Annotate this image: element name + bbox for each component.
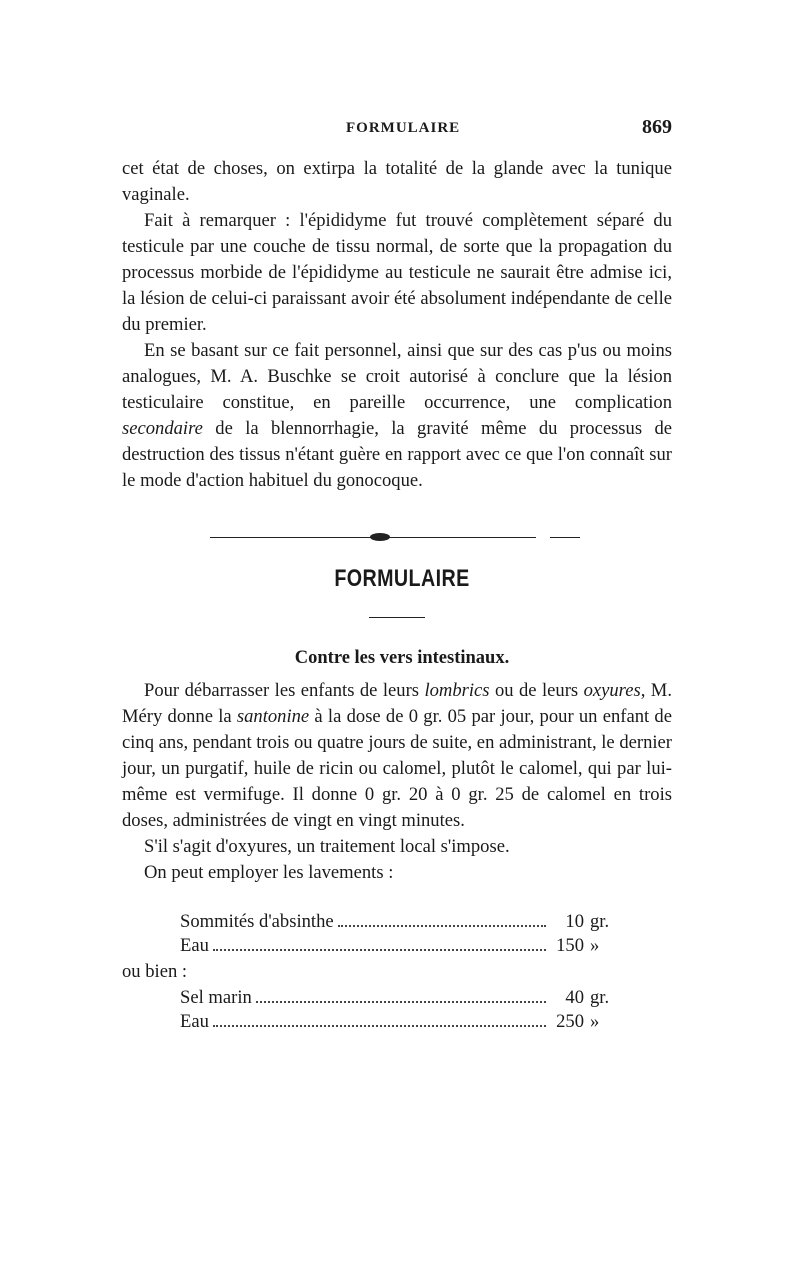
running-head-title: FORMULAIRE [346,120,461,136]
paragraph-1: cet état de choses, on extirpa la totalité de la glande avec la tunique vaginale. [122,158,672,205]
divider-rule-tail [550,537,580,538]
page-number: 869 [642,116,672,138]
ingredient-unit: gr. [590,911,610,932]
alternative-label: ou bien : [122,961,188,982]
section-subheading: Contre les vers intestinaux. [294,648,510,668]
running-head [122,116,672,144]
recipe-row [180,910,620,934]
divider-ornament [370,533,390,541]
ingredient-name: Eau [180,1011,209,1032]
formulary-paragraph-1 [122,678,672,834]
title-underline [369,617,425,618]
paragraph-2: Fait à remarquer : l'épididyme fut trouvé complètement séparé du testicule par une couche de tissu normal, de sorte que la propagation du processus morbide de l'épididyme au testicule ne saurait être admise ici, la lésion de celui-ci paraissant avoir été absolument indépendante de celle du premier. [122,210,672,335]
leader-dots [213,949,546,951]
text-span: ou de leurs [489,680,584,701]
section-title: FORMULAIRE [334,565,470,592]
recipe-row [180,934,620,958]
ingredient-quantity: 10 [565,911,584,932]
recipe-row [180,986,620,1010]
formulary-text [122,678,672,886]
ingredient-quantity: 150 [556,935,584,956]
ingredient-unit: » [590,935,600,956]
paragraph-3 [122,338,672,494]
paragraph-3-text-a: En se basant sur ce fait personnel, ainsi que sur des cas p'us ou moins analogues, M. A. Buschke se croit autorisé à conclure que la lésion testiculaire constitue, en pareille occurrence, une complication [122,340,672,413]
ingredient-quantity: 250 [556,1011,584,1032]
recipe-row [180,1010,620,1034]
ingredient-unit: gr. [590,987,610,1008]
ingredient-name: Eau [180,935,209,956]
ingredient-quantity: 40 [565,987,584,1008]
paragraph-3-emphasis: secondaire [122,418,203,439]
paragraph-3-text-b: de la blennorrhagie, la gravité même du processus de destruction des tissus n'étant guère en rapport avec ce que l'on connaît sur le mode d'action habituel du gonocoque. [122,418,672,491]
leader-dots [213,1025,546,1027]
emphasis-span: santonine [236,706,310,727]
emphasis-span: oxyures [583,680,641,701]
ingredient-name: Sel marin [180,987,252,1008]
text-span: , M. Méry donne la [122,680,672,727]
formulary-paragraph-2: S'il s'agit d'oxyures, un traitement local s'impose. [144,836,510,857]
leader-dots [338,925,546,927]
ingredient-name: Sommités d'absinthe [180,911,334,932]
text-span: Pour débarrasser les enfants de leurs [144,680,425,701]
text-span: à la dose de 0 gr. 05 par jour, pour un enfant de cinq ans, pendant trois ou quatre jours de suite, en administrant, le dernier jour, un purgatif, huile de ricin ou calomel, plutôt le calomel, qui par lui-même est vermifuge. Il donne 0 gr. 20 à 0 gr. 25 de calomel en trois doses, administrées de vingt en vingt minutes. [122,706,672,831]
formulary-paragraph-3: On peut employer les lavements : [144,862,394,883]
emphasis-span: lombrics [424,680,490,701]
article-continuation [122,156,672,494]
ingredient-unit: » [590,1011,600,1032]
leader-dots [256,1001,546,1003]
